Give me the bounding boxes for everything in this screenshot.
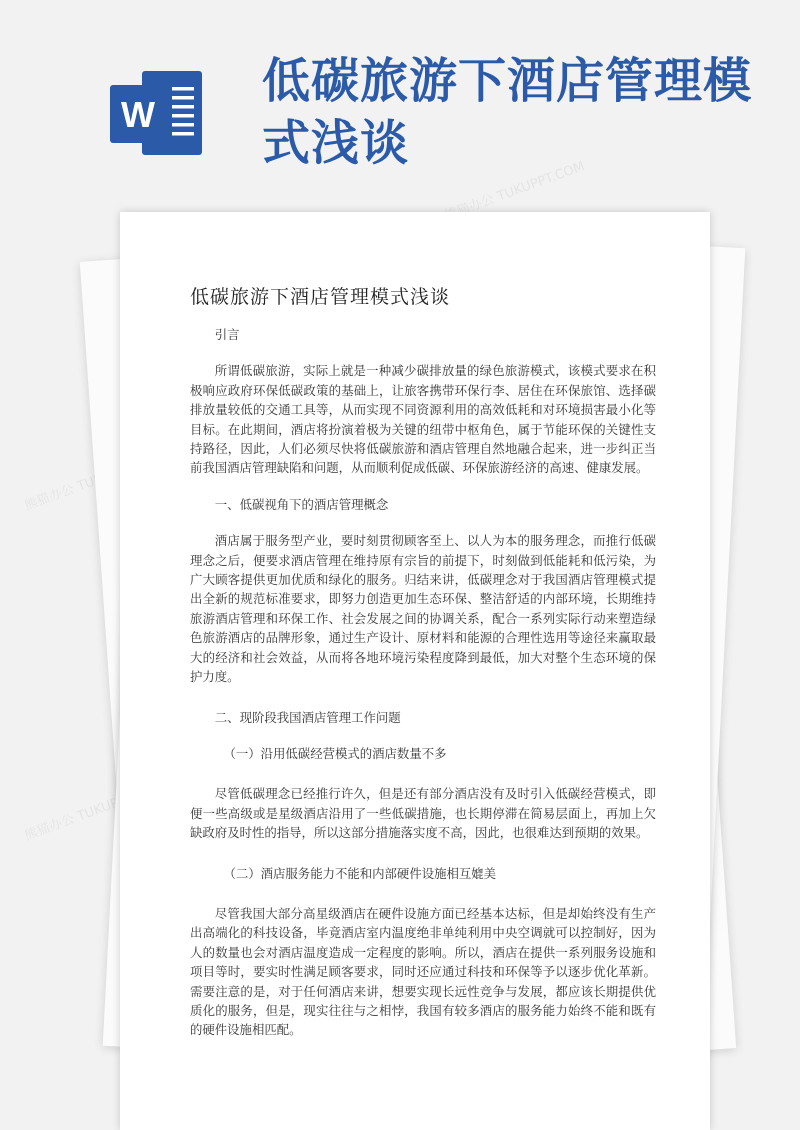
subsection2-heading: （二）酒店服务能力不能和内部硬件设施相互媲美 — [223, 865, 497, 881]
subsection1-paragraph: 尽管低碳理念已经推行许久，但是还有部分酒店没有及时引入低碳经营模式，即便一些高级或是星级酒店沿用了一些低碳措施，也长期停滞在简易层面上，再加上欠缺政府及时性的指导，所以这部分措施落实度不高，因此，也很难达到预期的效果。 — [190, 786, 656, 841]
section1-paragraph: 酒店属于服务型产业，要时刻贯彻顾客至上、以人为本的服务理念，而推行低碳理念之后，便要求酒店管理在维持原有宗旨的前提下，时刻做到低能耗和低污染，为广大顾客提供更加优质和绿化的服务。归结来讲，低碳理念对于我国酒店管理模式提出全新的规范标准要求，即努力创造更加生态环保、整洁舒适的内部环境，长期维持旅游酒店管理和环保工作、社会发展之间的协调关系，配合一系列实际行动来塑造绿色旅游酒店的品牌形象，通过生产设计、原材料和能源的合理性选用等途径来赢取最大的经济和社会效益，从而将各地环境污染程度降到最低，加大对整个生态环境的保护力度。 — [190, 533, 656, 685]
word-icon-letter: W — [121, 94, 155, 135]
subsection1-heading: （一）沿用低碳经营模式的酒店数量不多 — [223, 745, 447, 761]
document-title: 低碳旅游下酒店管理模式浅谈 — [190, 286, 451, 308]
word-doc-icon — [102, 63, 214, 163]
page-title: 低碳旅游下酒店管理模式浅谈 — [262, 53, 753, 171]
document-body — [190, 325, 656, 1040]
section2-heading: 二、现阶段我国酒店管理工作问题 — [214, 709, 401, 725]
subsection2-paragraph: 尽管我国大部分高星级酒店在硬件设施方面已经基本达标，但是却始终没有生产出高端化的科技设备，毕竟酒店室内温度绝非单纯利用中央空调就可以控制好，因为人的数量也会对酒店温度造成一定程度的影响。所以，酒店在提供一系列服务设施和项目等时，要实时性满足顾客要求，同时还应通过科技和环保等予以逐步优化革新。需要注意的是，对于任何酒店来讲，想要实现长远性竞争与发展，都应该长期提供优质化的服务，但是，现实往往与之相悖，我国有较多酒店的服务能力始终不能和既有的硬件设施相匹配。 — [190, 905, 656, 1038]
intro-heading: 引言 — [214, 327, 240, 342]
watermark: 熊猫办公 — [22, 481, 77, 514]
watermark: 熊猫办公 TUKUPPT.COM — [442, 159, 587, 224]
document-page — [120, 212, 710, 1130]
watermark: 熊猫办公 TUKUPPT.COM — [22, 779, 167, 844]
section1-heading: 一、低碳视角下的酒店管理概念 — [214, 496, 389, 512]
intro-paragraph: 所谓低碳旅游，实际上就是一种减少碳排放量的绿色旅游模式，该模式要求在积极响应政府环保低碳政策的基础上，让旅客携带环保行李、居住在环保旅馆、选择碳排放量较低的交通工具等，从而实现不同资源利用的高效低耗和对环境损害最小化等目标。在此期间，酒店将扮演着极为关键的纽带中枢角色，属于节能环保的关键性支持路径，因此，人们必须尽快将低碳旅游和酒店管理自然地融合起来，进一步纠正当前我国酒店管理缺陷和问题，从而顺利促成低碳、环保旅游经济的高速、健康发展。 — [190, 363, 656, 476]
